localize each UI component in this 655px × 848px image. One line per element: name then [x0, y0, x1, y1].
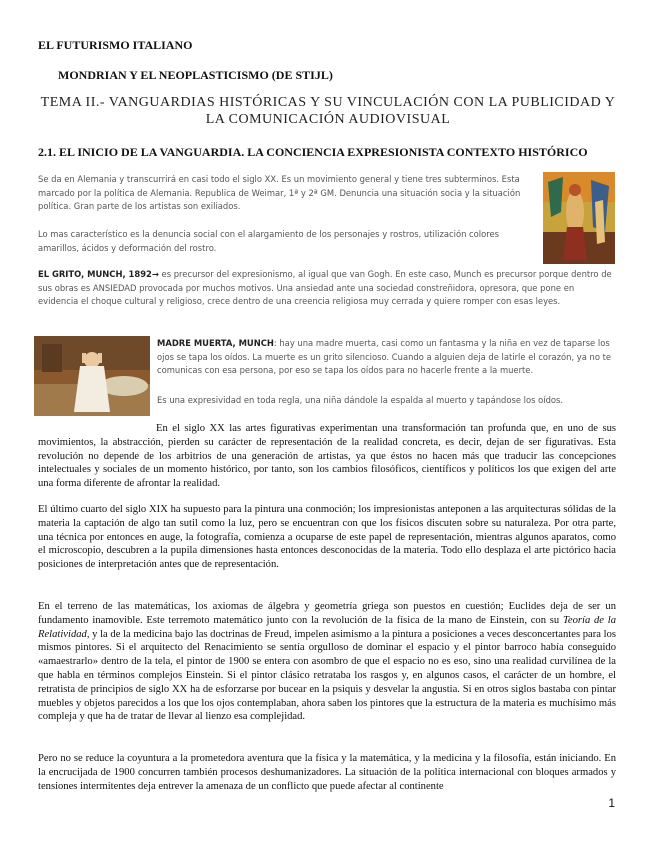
heading-tema: TEMA II.- VANGUARDIAS HISTÓRICAS Y SU VINCULACIÓN CON LA PUBLICIDAD Y LA COMUNICACIÓN AUDIOVISUAL [40, 95, 616, 127]
note-paragraph-5: Es una expresividad en toda regla, una niña dándole la espalda al muerto y tapándose los oídos. [157, 395, 564, 405]
heading-futurismo: EL FUTURISMO ITALIANO [38, 38, 193, 52]
body-paragraph-3-italic: Teoría de la Relatividad [38, 614, 616, 640]
madre-muerta-painting-image [34, 336, 150, 416]
note-text-el-grito: es precursor del expresionismo, al igual que van Gogh. En este caso, Munch es precursor porque dentro de sus obras es ANSIEDAD provocada por muchos motivos. Una ansiedad ante una sociedad constreñidora, opresora, que pone en evidencia el choque cultural y religioso, crece dentro de una creencia religiosa muy cerrada y quiere romper con esas leyes. [38, 269, 612, 307]
note-paragraph-1: Se da en Alemania y transcurrirá en casi todo el siglo XX. Es un movimiento general y tiene tres subterminos. Esta marcado por la política de Alemania. Republica de Weimar, 1ª y 2ª GM. Denuncia una situación socia y la situación política. Gran parte de los artistas son exiliados. [38, 174, 521, 212]
note-paragraph-4 [157, 337, 617, 378]
body-paragraph-3-end: , y la de la medicina bajo las doctrinas de Freud, impelen asimismo a la pintura a posiciones a veces desconcertantes para los mismos pintores. Si el arquitecto del Renacimiento se sentía orgulloso de dominar el espacio y el pintor barroco había conseguido «amaestrarlo» dentro de la tela, el pintor de 1900 se entera con asombro de que el espacio no es eso, sino una realidad curvilínea de la que habla en términos complejos Einstein. Si el pintor clásico retrataba los rasgos y, en algunos casos, el carácter de un hombre, el retratista de principios de siglo XX ha de esforzarse por bucear en la psiquis y desvelar la angustia. Si en otros siglos bastaba con pintar muebles y objetos parecidos a los que los ojos contemplaban, ahora saben los pintores que la estructura de la materia es muchísimo más compleja y que ha de tratar de llevar al lienzo esa complejidad. [38, 628, 616, 723]
heading-mondrian: MONDRIAN Y EL NEOPLASTICISMO (DE STIJL) [58, 68, 333, 82]
note-paragraph-3 [38, 268, 616, 309]
note-paragraph-2: Lo mas característico es la denuncia social con el alargamiento de los personajes y rostros, utilización colores amarillos, ácidos y deformación del rostro. [38, 229, 500, 253]
body-paragraph-3 [38, 600, 616, 724]
note-text-madre-muerta: : hay una madre muerta, casi como un fantasma y la niña en vez de taparse los ojos se tapa los oídos. La muerte es un grito silencioso. Cuando a alguien deja de latirle el corazón, ya no te comunicas con esa persona, por eso se tapa los oídos para no hacerle frente a la muerte. [157, 338, 612, 376]
note-lead-el-grito: EL GRITO, MUNCH, 1892→ [38, 269, 159, 279]
expressionist-painting-image [543, 172, 615, 264]
body-paragraph-1: En el siglo XX las artes figurativas experimentan una transformación tan profunda que, en uno de sus movimientos, la abstracción, pierden su carácter de representación de la realidad concreta, es decir, dejan de ser figurativas. Esta revolución no depende de los arbitrios de una generación de artistas, ya que éstos no hacen más que traducir las concepciones intelectuales y sociales de un momento histórico, por tanto, son los cambios filosóficos, científicos y políticos los que exigen del arte una forma diferente de afrontar la realidad. [38, 423, 616, 490]
body-paragraph-2: El último cuarto del siglo XIX ha supuesto para la pintura una conmoción; los impresionistas anteponen a las arquitecturas sólidas de la materia la captación de algo tan sutil como la luz, pero se encuentran con que los físicos discuten sobre su naturaleza. Por otra parte, una técnica por entonces en auge, la fotografía, comienza a ocuparse de este papel de representación, mientras algunos aparatos, como el microscopio, descubren a la pupila dimensiones hasta entonces desconocidas de la materia. Todo ello desplaza el arte pictórico hacia posiciones de interpretación antes que de representación. [38, 504, 616, 571]
page-number: 1 [608, 796, 615, 810]
heading-section: 2.1. EL INICIO DE LA VANGUARDIA. LA CONCIENCIA EXPRESIONISTA CONTEXTO HISTÓRICO [38, 145, 588, 159]
body-paragraph-4: Pero no se reduce la coyuntura a la prometedora aventura que la física y la matemática, y la medicina y la filosofía, están iniciando. En la encrucijada de 1900 concurren también procesos deshumanizadores. La situación de la política internacional con bloques armados y tensiones intermitentes deja entrever la amenaza de un conflicto que puede afectar al continente [38, 753, 616, 792]
note-lead-madre-muerta: MADRE MUERTA, MUNCH [157, 338, 274, 348]
body-paragraph-3-start: En el terreno de las matemáticas, los axiomas de álgebra y geometría griega son puestos en cuestión; Euclides deja de ser un fundamento inamovible. Este terremoto matemático junto con la revolución de la física de la mano de Einstein, con su [38, 601, 616, 626]
